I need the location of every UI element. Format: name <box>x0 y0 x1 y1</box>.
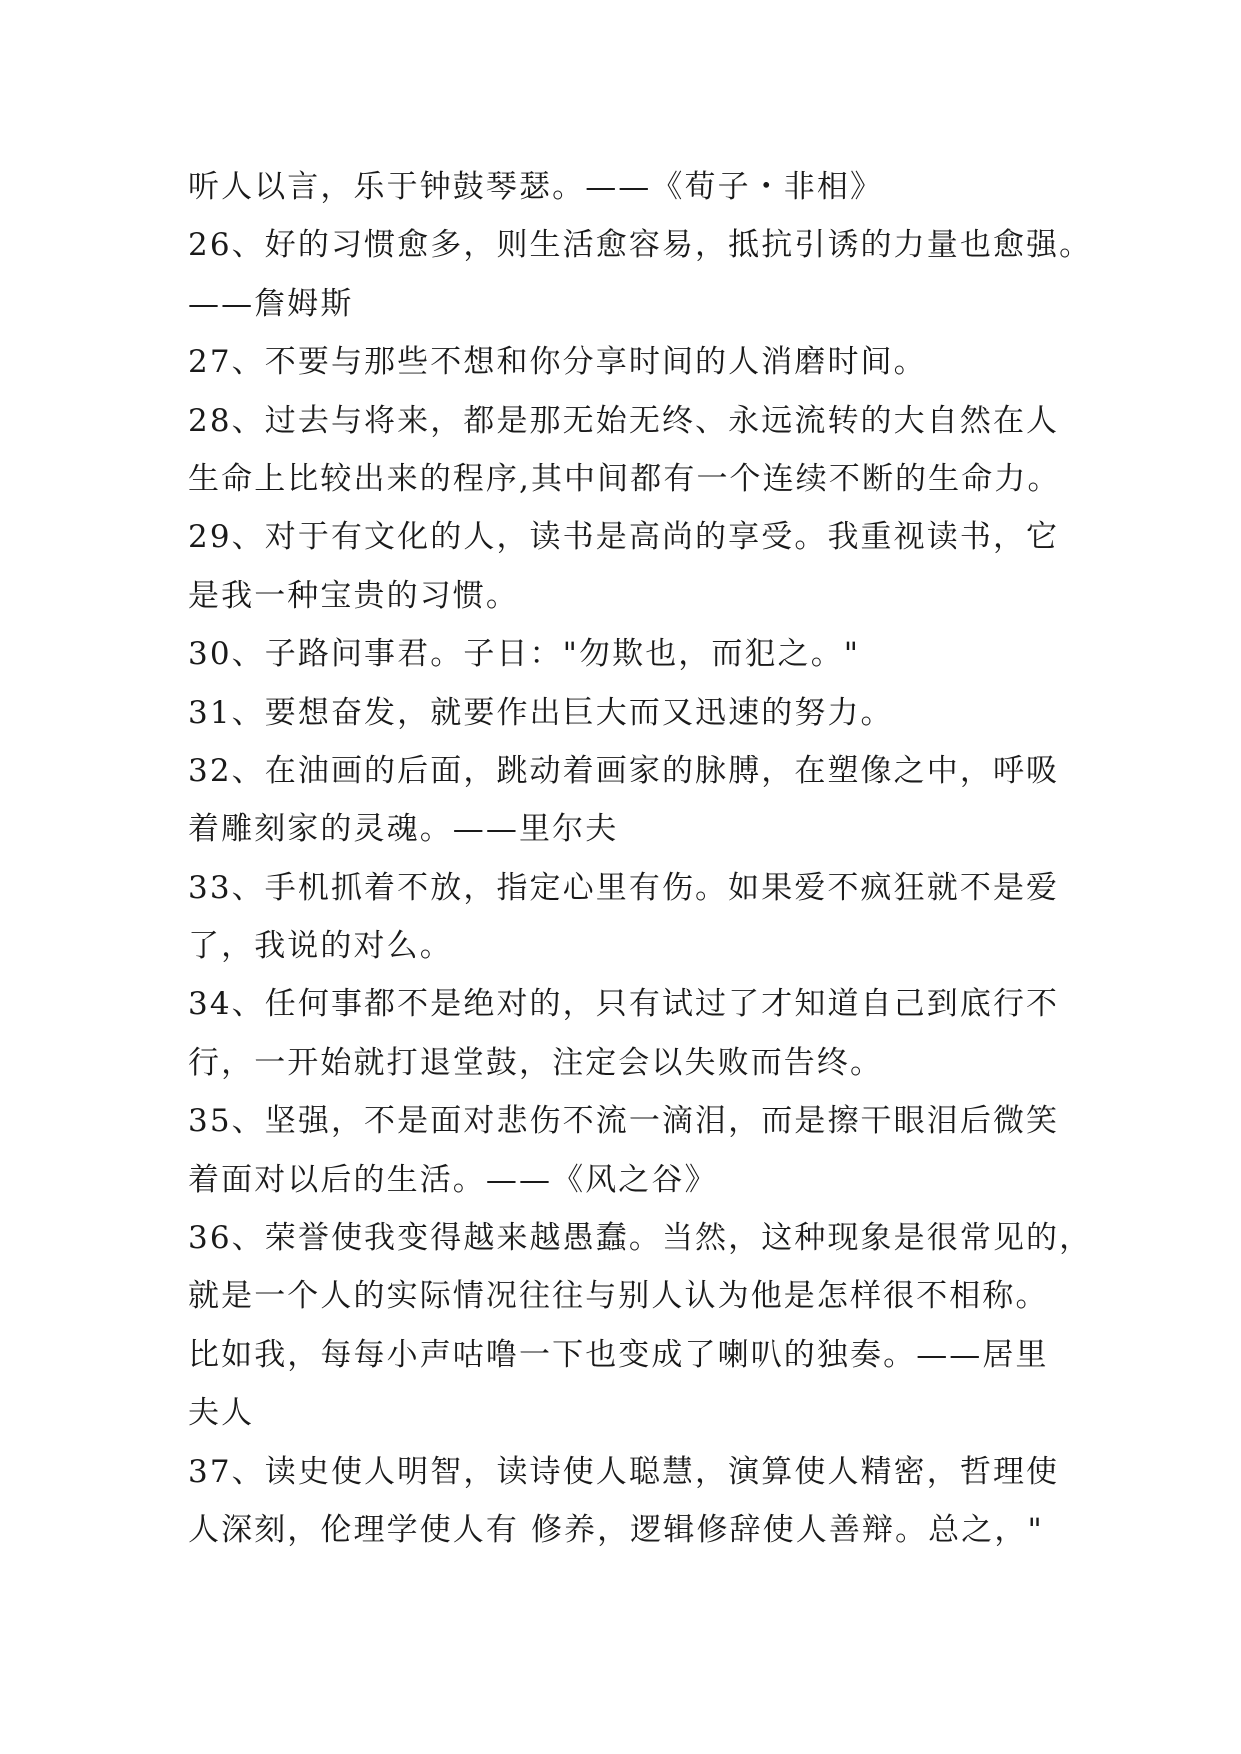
text-line: 34、任何事都不是绝对的，只有试过了才知道自己到底行不 <box>188 986 1060 1023</box>
text-line: 36、荣誉使我变得越来越愚蠢。当然，这种现象是很常见的， <box>188 1220 1093 1257</box>
text-line: 了，我说的对么。 <box>188 928 453 965</box>
text-line: 28、过去与将来，都是那无始无终、永远流转的大自然在人 <box>188 402 1060 439</box>
text-line: 生命上比较出来的程序,其中间都有一个连续不断的生命力。 <box>188 460 1061 497</box>
text-line: 35、坚强，不是面对悲伤不流一滴泪，而是擦干眼泪后微笑 <box>188 1103 1060 1140</box>
text-line: 着面对以后的生活。——《风之谷》 <box>188 1161 718 1198</box>
text-line: 33、手机抓着不放，指定心里有伤。如果爱不疯狂就不是爱 <box>188 869 1060 906</box>
text-line: 比如我，每每小声咕噜一下也变成了喇叭的独奏。——居里 <box>188 1336 1049 1373</box>
text-line: 27、不要与那些不想和你分享时间的人消磨时间。 <box>188 344 927 381</box>
text-line: 就是一个人的实际情况往往与别人认为他是怎样很不相称。 <box>188 1278 1049 1315</box>
text-line: 32、在油画的后面，跳动着画家的脉膊，在塑像之中，呼吸 <box>188 752 1060 789</box>
text-line: 31、要想奋发，就要作出巨大而又迅速的努力。 <box>188 694 894 731</box>
text-line: 人深刻，伦理学使人有 修养，逻辑修辞使人善辩。总之，" <box>188 1511 1044 1548</box>
text-line: 26、好的习惯愈多，则生活愈容易，抵抗引诱的力量也愈强。 <box>188 227 1093 264</box>
text-line: 30、子路问事君。子日："勿欺也，而犯之。" <box>188 636 861 673</box>
text-line: 29、对于有文化的人，读书是高尚的享受。我重视读书，它 <box>188 519 1060 556</box>
text-line: ——詹姆斯 <box>188 285 354 322</box>
text-line: 37、读史使人明智，读诗使人聪慧，演算使人精密，哲理使 <box>188 1453 1060 1490</box>
text-line: 着雕刻家的灵魂。——里尔夫 <box>188 811 619 848</box>
document-body <box>188 158 1093 1559</box>
text-line: 夫人 <box>188 1395 255 1432</box>
text-line: 行，一开始就打退堂鼓，注定会以失败而告终。 <box>188 1044 884 1081</box>
text-line: 听人以言，乐于钟鼓琴瑟。——《荀子・非相》 <box>188 169 884 205</box>
text-line: 是我一种宝贵的习惯。 <box>188 577 519 614</box>
